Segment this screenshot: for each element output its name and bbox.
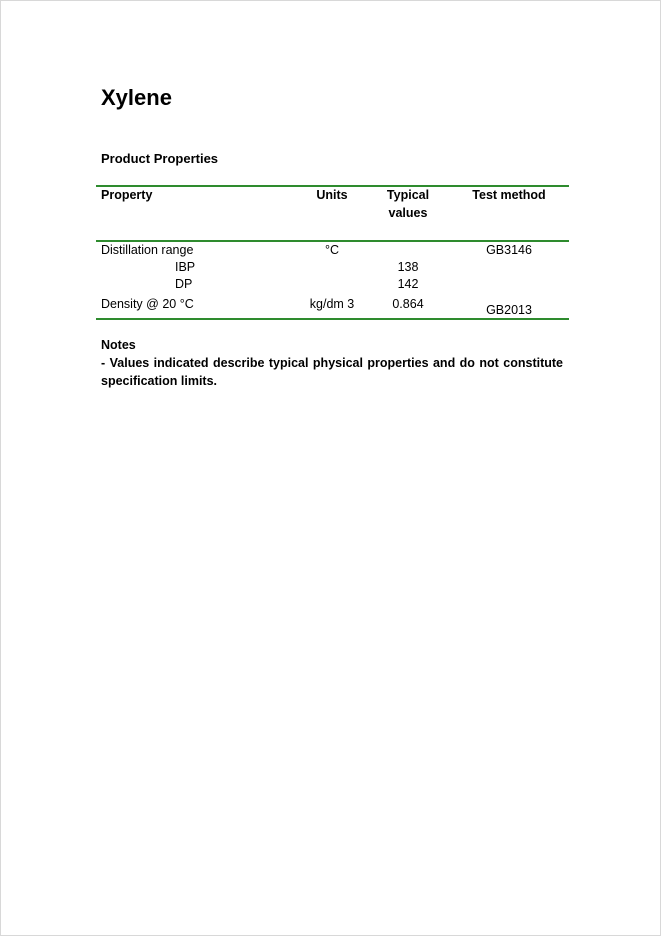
table-cell-typical: 0.864 bbox=[392, 297, 424, 311]
table-cell-units: kg/dm 3 bbox=[309, 297, 355, 311]
table-cell-test-method: GB2013 bbox=[486, 303, 532, 317]
table-bottom-rule bbox=[96, 318, 569, 320]
column-header-units: Units bbox=[316, 188, 348, 202]
table-cell-typical: 142 bbox=[397, 277, 419, 291]
table-cell-typical: 138 bbox=[397, 260, 419, 274]
table-cell-property: IBP bbox=[175, 260, 196, 274]
document-title: Xylene bbox=[101, 85, 172, 110]
table-cell-units: °C bbox=[324, 243, 340, 257]
table-cell-property: DP bbox=[175, 277, 193, 291]
column-header-test-method: Test method bbox=[472, 188, 546, 202]
table-cell-test-method: GB3146 bbox=[486, 243, 532, 257]
notes-text: - Values indicated describe typical physical properties and do not constitute specification limits. bbox=[101, 356, 563, 388]
section-heading: Product Properties bbox=[101, 151, 219, 166]
table-cell-property: Density @ 20 °C bbox=[101, 297, 194, 311]
column-header-property: Property bbox=[101, 188, 153, 202]
notes-heading: Notes bbox=[101, 338, 136, 352]
table-cell-property: Distillation range bbox=[101, 243, 194, 257]
column-header-typical-line1: Typical bbox=[386, 188, 430, 202]
column-header-typical-line2: values bbox=[388, 206, 428, 220]
